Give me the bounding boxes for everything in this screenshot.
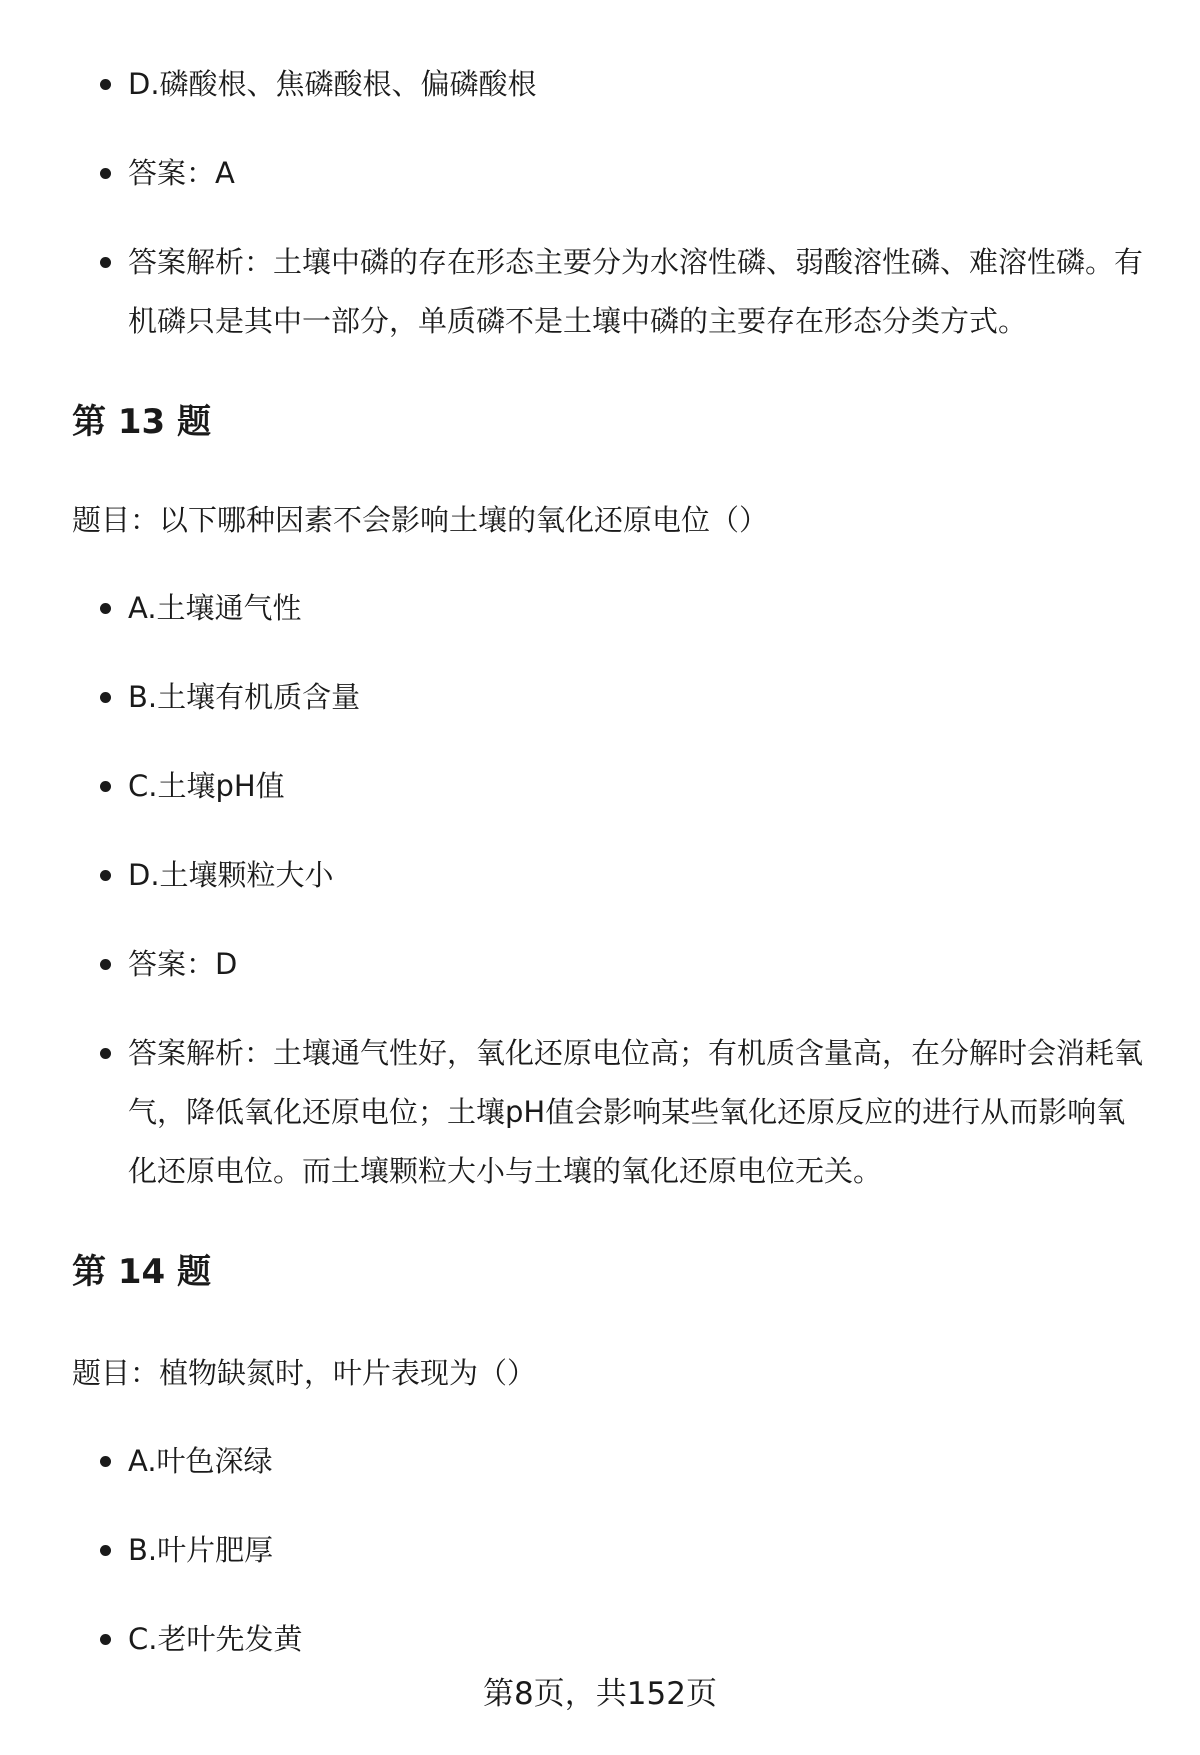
page-number: 第8页，共152页	[483, 1676, 717, 1712]
option-c: C.土壤pH值	[128, 757, 1148, 816]
option-a: A.土壤通气性	[128, 579, 1148, 638]
option-d: D.土壤颗粒大小	[128, 846, 1148, 905]
question-13-stem: 题目：以下哪种因素不会影响土壤的氧化还原电位（）	[72, 503, 769, 537]
answer-explanation: 答案解析：土壤通气性好，氧化还原电位高；有机质含量高，在分解时会消耗氧气，降低氧化还原电位；土壤pH值会影响某些氧化还原反应的进行从而影响氧化还原电位。而土壤颗粒大小与土壤的氧化还原电位无关。	[128, 1024, 1148, 1201]
question-14-heading: 第 14 题	[72, 1252, 211, 1292]
answer: 答案：D	[128, 935, 1148, 994]
option-a: A.叶色深绿	[128, 1432, 1148, 1491]
question-13-heading: 第 13 题	[72, 402, 211, 442]
option-b: B.土壤有机质含量	[128, 668, 1148, 727]
answer-explanation: 答案解析：土壤中磷的存在形态主要分为水溶性磷、弱酸溶性磷、难溶性磷。有机磷只是其中一部分，单质磷不是土壤中磷的主要存在形态分类方式。	[128, 233, 1148, 351]
answer: 答案：A	[128, 144, 1148, 203]
option-d: D.磷酸根、焦磷酸根、偏磷酸根	[128, 55, 1148, 114]
option-b: B.叶片肥厚	[128, 1521, 1148, 1580]
question-14-stem: 题目：植物缺氮时，叶片表现为（）	[72, 1356, 537, 1390]
option-c: C.老叶先发黄	[128, 1610, 1148, 1669]
